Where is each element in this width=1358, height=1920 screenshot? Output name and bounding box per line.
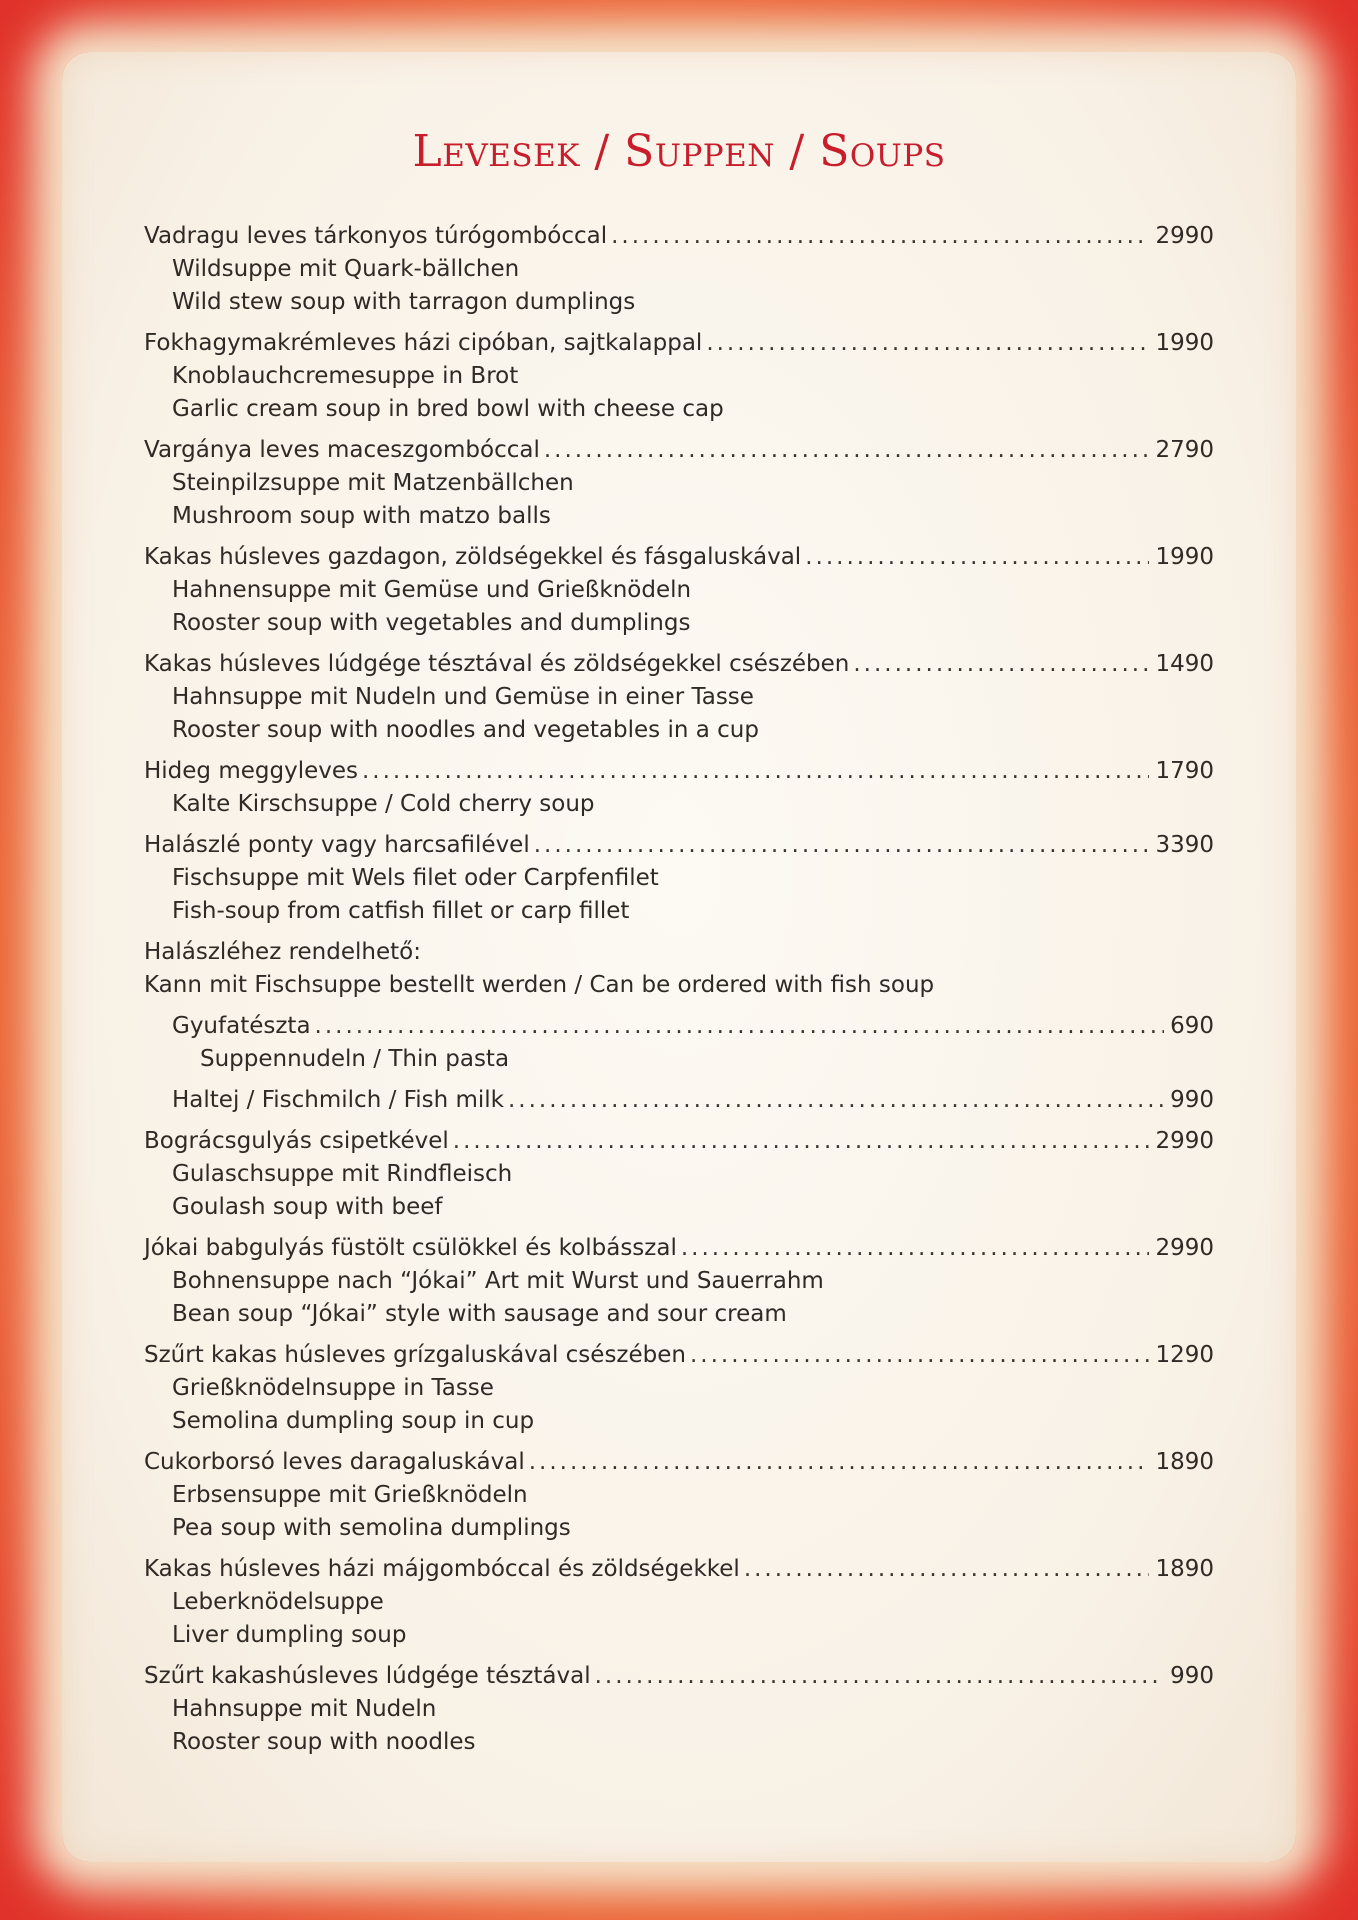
- item-name: Vargánya leves maceszgombóccal: [144, 437, 540, 463]
- menu-item: [144, 1660, 1214, 1759]
- item-name: Gyufatészta: [172, 1013, 311, 1039]
- item-german: Fischsuppe mit Wels filet oder Carpfenfilet: [172, 865, 659, 891]
- dot-leader: [529, 1446, 1150, 1479]
- item-german: Steinpilzsuppe mit Matzenbällchen: [172, 470, 574, 496]
- page-title: Levesek / Suppen / Soups: [412, 126, 946, 177]
- dot-leader: [508, 1084, 1164, 1117]
- menu-item: [144, 1232, 1214, 1331]
- item-name: Haltej / Fischmilch / Fish milk: [172, 1087, 504, 1113]
- item-english: Wild stew soup with tarragon dumplings: [172, 289, 636, 315]
- item-price: 3390: [1155, 832, 1214, 858]
- dot-leader: [544, 434, 1150, 467]
- item-name: Fokhagymakrémleves házi cipóban, sajtkalappal: [144, 330, 703, 356]
- fish-soup-note: [144, 936, 1214, 1002]
- note-hungarian: Halászléhez rendelhető:: [144, 939, 421, 965]
- item-name: Kakas húsleves gazdagon, zöldségekkel és fásgaluskával: [144, 544, 802, 570]
- dot-leader: [611, 220, 1149, 253]
- dot-leader: [853, 648, 1149, 681]
- item-price: 1890: [1155, 1556, 1214, 1582]
- item-price: 990: [1170, 1087, 1214, 1113]
- item-english: Mushroom soup with matzo balls: [172, 503, 551, 529]
- item-name: Szűrt kakas húsleves grízgaluskával csészében: [144, 1342, 686, 1368]
- item-price: 1790: [1155, 758, 1214, 784]
- item-price: 1490: [1155, 651, 1214, 677]
- item-english: Liver dumpling soup: [172, 1622, 407, 1648]
- item-english: Bean soup “Jókai” style with sausage and sour cream: [172, 1301, 787, 1327]
- item-german: Bohnensuppe nach “Jókai” Art mit Wurst und Sauerrahm: [172, 1268, 824, 1294]
- item-price: 1990: [1155, 544, 1214, 570]
- item-price: 2990: [1155, 1128, 1214, 1154]
- item-english: Rooster soup with noodles: [172, 1729, 476, 1755]
- dot-leader: [744, 1553, 1150, 1586]
- item-name: Hideg meggyleves: [144, 758, 358, 784]
- item-german: Grießknödelnsuppe in Tasse: [172, 1375, 494, 1401]
- item-german: Hahnsuppe mit Nudeln und Gemüse in einer Tasse: [172, 684, 754, 710]
- menu-item: [144, 829, 1214, 928]
- menu-item: [144, 327, 1214, 426]
- soup-menu: [144, 220, 1214, 1767]
- item-name: Halászlé ponty vagy harcsafilével: [144, 832, 530, 858]
- extra-item: [144, 1010, 1214, 1076]
- menu-item: [144, 648, 1214, 747]
- item-english: Goulash soup with beef: [172, 1194, 443, 1220]
- dot-leader: [362, 755, 1149, 788]
- item-name: Bográcsgulyás csipetkével: [144, 1128, 449, 1154]
- item-price: 2990: [1155, 1235, 1214, 1261]
- item-german: Wildsuppe mit Quark-bällchen: [172, 256, 520, 282]
- dot-leader: [681, 1232, 1150, 1265]
- item-german: Knoblauchcremesuppe in Brot: [172, 363, 519, 389]
- item-english: Semolina dumpling soup in cup: [172, 1408, 535, 1434]
- item-name: Vadragu leves tárkonyos túrógombóccal: [144, 223, 608, 249]
- dot-leader: [595, 1660, 1165, 1693]
- menu-item: [144, 220, 1214, 319]
- menu-item: [144, 1553, 1214, 1652]
- item-english: Pea soup with semolina dumplings: [172, 1515, 571, 1541]
- dot-leader: [706, 327, 1149, 360]
- menu-item: [144, 755, 1214, 821]
- item-price: 1890: [1155, 1449, 1214, 1475]
- item-translation: Suppennudeln / Thin pasta: [200, 1046, 510, 1072]
- menu-item: [144, 1339, 1214, 1438]
- menu-item: [144, 1446, 1214, 1545]
- item-price: 690: [1170, 1013, 1214, 1039]
- item-price: 2790: [1155, 437, 1214, 463]
- item-name: Jókai babgulyás füstölt csülökkel és kolbásszal: [144, 1235, 677, 1261]
- item-price: 990: [1170, 1663, 1214, 1689]
- item-english: Rooster soup with vegetables and dumplings: [172, 610, 691, 636]
- item-name: Kakas húsleves házi májgombóccal és zöldségekkel: [144, 1556, 740, 1582]
- dot-leader: [315, 1010, 1165, 1043]
- item-name: Kakas húsleves lúdgége tésztával és zöldségekkel csészében: [144, 651, 850, 677]
- dot-leader: [453, 1125, 1150, 1158]
- item-name: Szűrt kakashúsleves lúdgége tésztával: [144, 1663, 591, 1689]
- dot-leader: [690, 1339, 1149, 1372]
- item-price: 1290: [1155, 1342, 1214, 1368]
- dot-leader: [805, 541, 1149, 574]
- item-german: Gulaschsuppe mit Rindfleisch: [172, 1161, 513, 1187]
- item-german: Leberknödelsuppe: [172, 1589, 384, 1615]
- menu-item: [144, 1125, 1214, 1224]
- item-price: 1990: [1155, 330, 1214, 356]
- item-german: Hahnsuppe mit Nudeln: [172, 1696, 437, 1722]
- item-english: Garlic cream soup in bred bowl with cheese cap: [172, 396, 724, 422]
- menu-item: [144, 541, 1214, 640]
- menu-item: [144, 434, 1214, 533]
- note-translation: Kann mit Fischsuppe bestellt werden / Can be ordered with fish soup: [144, 972, 935, 998]
- item-german: Hahnensuppe mit Gemüse und Grießknödeln: [172, 577, 692, 603]
- item-german: Erbsensuppe mit Grießknödeln: [172, 1482, 528, 1508]
- item-name: Cukorborsó leves daragaluskával: [144, 1449, 525, 1475]
- item-price: 2990: [1155, 223, 1214, 249]
- item-english: Fish-soup from catfish fillet or carp fillet: [172, 898, 630, 924]
- item-english: Rooster soup with noodles and vegetables in a cup: [172, 717, 759, 743]
- dot-leader: [534, 829, 1150, 862]
- extra-item: [144, 1084, 1214, 1117]
- item-translation: Kalte Kirschsuppe / Cold cherry soup: [172, 791, 595, 817]
